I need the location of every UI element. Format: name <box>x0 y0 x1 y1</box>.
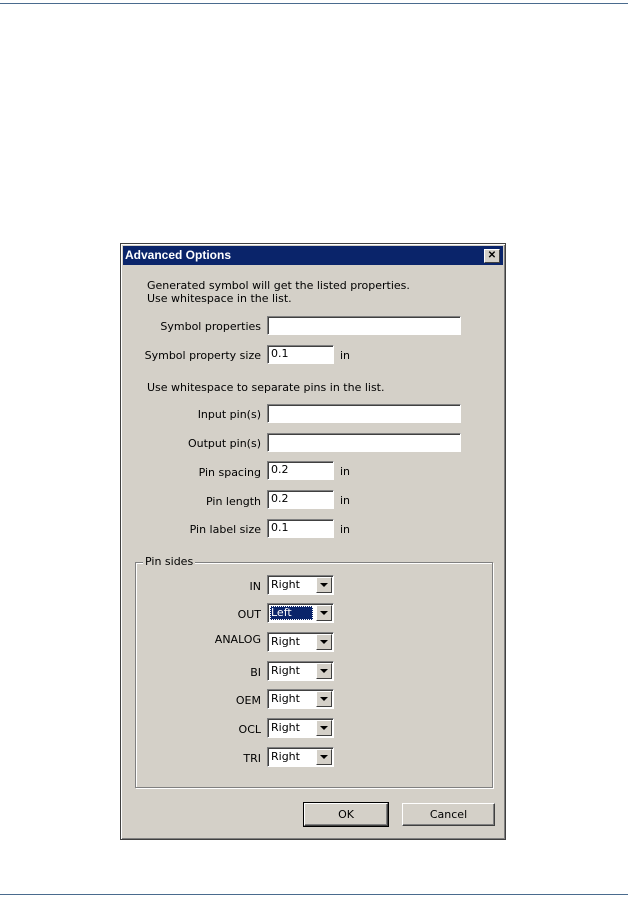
intro-line-1: Generated symbol will get the listed properties. <box>147 279 410 292</box>
close-icon[interactable]: ✕ <box>484 249 500 263</box>
pin-side-label-ocl: OCL <box>238 723 261 736</box>
pin-label-size-input[interactable]: 0.1 <box>267 519 334 538</box>
pin-side-label-analog: ANALOG <box>214 633 261 646</box>
pin-side-label-oem: OEM <box>235 694 261 707</box>
output-pins-label: Output pin(s) <box>187 437 261 450</box>
pin-side-value-analog: Right <box>271 635 300 648</box>
pins-hint: Use whitespace to separate pins in the list. <box>147 381 385 394</box>
chevron-down-icon[interactable] <box>316 605 332 621</box>
symbol-property-size-label: Symbol property size <box>144 349 261 362</box>
pin-length-unit: in <box>340 494 351 507</box>
input-pins-input[interactable] <box>267 404 461 423</box>
dialog-titlebar[interactable] <box>123 246 503 265</box>
symbol-properties-input[interactable] <box>267 316 461 335</box>
pin-side-select-bi[interactable] <box>267 661 334 681</box>
pin-spacing-label: Pin spacing <box>198 466 261 479</box>
pin-side-value-in: Right <box>271 578 300 591</box>
pin-side-select-ocl[interactable] <box>267 718 334 738</box>
pin-side-select-oem[interactable] <box>267 689 334 709</box>
cancel-button[interactable]: Cancel <box>402 803 495 826</box>
output-pins-input[interactable] <box>267 433 461 452</box>
chevron-down-icon[interactable] <box>316 691 332 707</box>
pin-spacing-unit: in <box>340 465 351 478</box>
chevron-down-icon[interactable] <box>316 634 332 650</box>
pin-side-value-tri: Right <box>271 750 300 763</box>
pin-side-select-tri[interactable] <box>267 747 334 767</box>
page-top-rule <box>0 3 628 4</box>
pin-label-size-unit: in <box>340 523 351 536</box>
pin-spacing-input[interactable]: 0.2 <box>267 461 334 480</box>
pin-label-size-label: Pin label size <box>189 523 261 536</box>
symbol-properties-label: Symbol properties <box>160 320 261 333</box>
pin-length-label: Pin length <box>206 495 261 508</box>
page-bottom-rule <box>0 894 628 895</box>
pin-side-label-bi: BI <box>250 666 261 679</box>
pin-side-label-tri: TRI <box>243 752 261 765</box>
chevron-down-icon[interactable] <box>316 577 332 593</box>
symbol-property-size-unit: in <box>340 349 351 362</box>
pin-side-value-oem: Right <box>271 692 300 705</box>
pin-length-input[interactable]: 0.2 <box>267 490 334 509</box>
intro-line-2: Use whitespace in the list. <box>147 292 292 305</box>
chevron-down-icon[interactable] <box>316 749 332 765</box>
pin-side-label-in: IN <box>249 580 261 593</box>
chevron-down-icon[interactable] <box>316 663 332 679</box>
pin-side-select-out[interactable] <box>267 603 334 623</box>
pin-side-value-bi: Right <box>271 664 300 677</box>
pin-sides-title: Pin sides <box>145 555 194 568</box>
pin-side-select-in[interactable] <box>267 575 334 595</box>
advanced-options-dialog <box>120 243 506 840</box>
input-pins-label: Input pin(s) <box>197 408 261 421</box>
ok-button[interactable]: OK <box>304 803 388 826</box>
pin-side-value-out: Left <box>270 606 313 620</box>
pin-side-select-analog[interactable] <box>267 632 334 652</box>
symbol-property-size-input[interactable]: 0.1 <box>267 345 334 364</box>
chevron-down-icon[interactable] <box>316 720 332 736</box>
dialog-title: Advanced Options <box>125 248 232 262</box>
pin-side-label-out: OUT <box>237 608 261 621</box>
pin-side-value-ocl: Right <box>271 721 300 734</box>
